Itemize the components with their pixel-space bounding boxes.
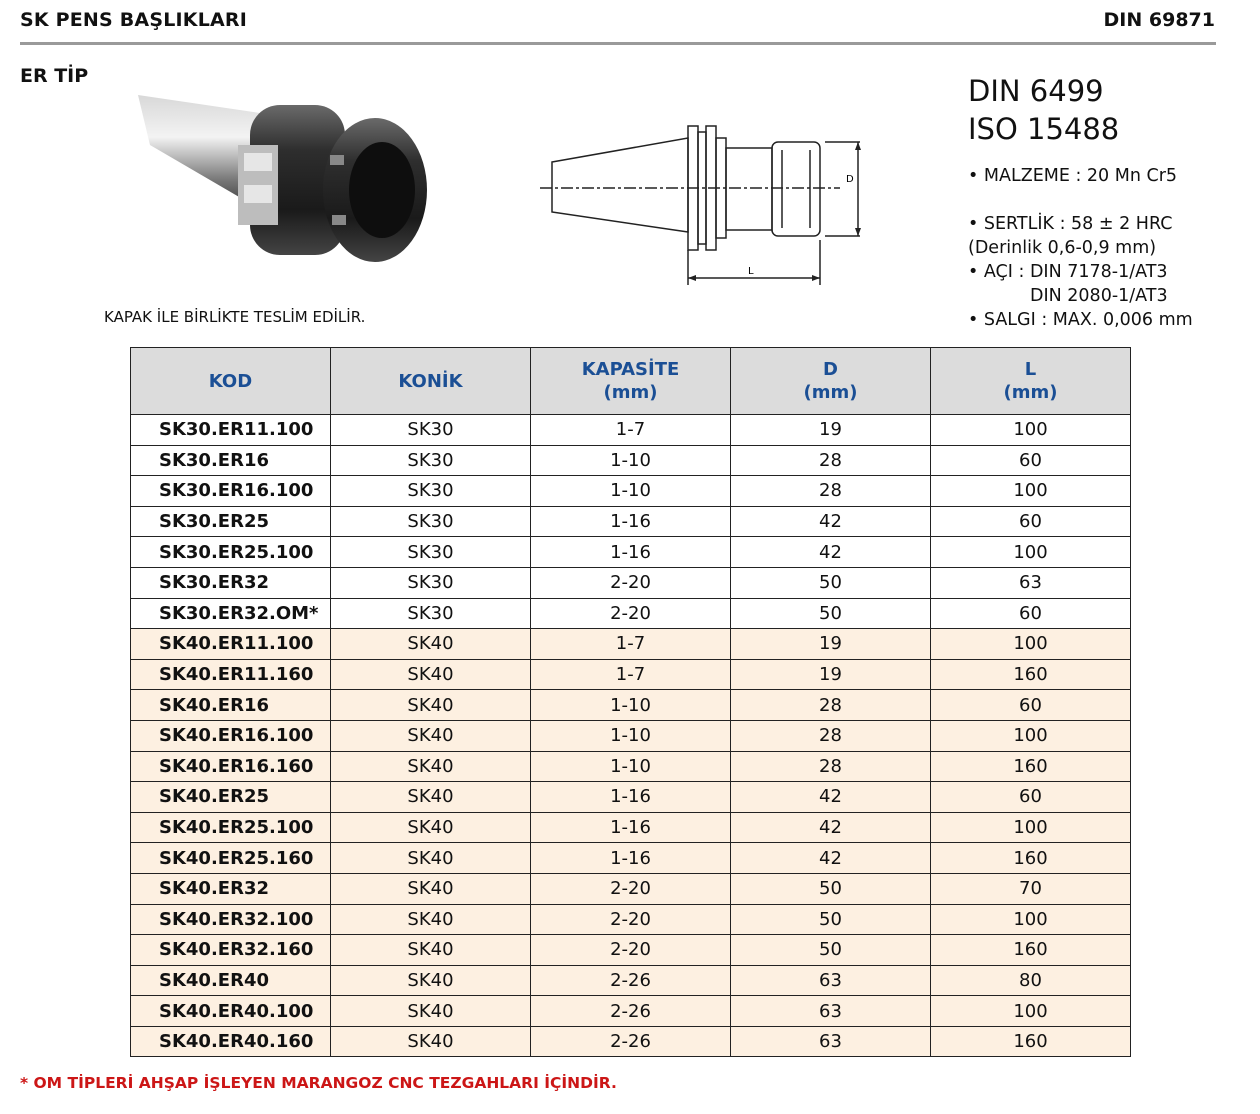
- cell-l: 100: [931, 996, 1131, 1027]
- cell-d: 63: [731, 996, 931, 1027]
- table-row: [131, 445, 1131, 476]
- table-row: [131, 965, 1131, 996]
- cell-l: 60: [931, 506, 1131, 537]
- product-table: [130, 347, 1131, 1057]
- technical-drawing: [540, 120, 870, 285]
- cell-kapasite: 1-7: [531, 659, 731, 690]
- cell-l: 100: [931, 476, 1131, 507]
- cell-kapasite: 1-10: [531, 720, 731, 751]
- standard-iso: ISO 15488: [968, 112, 1120, 146]
- cell-l: 100: [931, 904, 1131, 935]
- section-title: ER TİP: [20, 65, 89, 87]
- spec-malzeme: • MALZEME : 20 Mn Cr5: [968, 166, 1178, 186]
- cell-kapasite: 1-10: [531, 445, 731, 476]
- cell-kapasite: 2-26: [531, 965, 731, 996]
- cell-kod: SK30.ER16: [131, 445, 331, 476]
- cell-kapasite: 1-16: [531, 537, 731, 568]
- cell-kod: SK30.ER25: [131, 506, 331, 537]
- table-row: [131, 812, 1131, 843]
- din-standard: DIN 69871: [1103, 9, 1215, 31]
- cell-d: 42: [731, 506, 931, 537]
- cell-l: 160: [931, 843, 1131, 874]
- cell-konik: SK40: [331, 659, 531, 690]
- table-row: [131, 629, 1131, 660]
- cell-l: 100: [931, 629, 1131, 660]
- cell-kod: SK40.ER40.160: [131, 1026, 331, 1057]
- cell-l: 160: [931, 1026, 1131, 1057]
- header-konik: KONİK: [331, 348, 531, 415]
- spec-derinlik: (Derinlik 0,6-0,9 mm): [968, 238, 1157, 258]
- cell-kapasite: 2-20: [531, 873, 731, 904]
- cell-kod: SK40.ER16: [131, 690, 331, 721]
- table-row: [131, 690, 1131, 721]
- cell-kod: SK40.ER32.100: [131, 904, 331, 935]
- cell-kapasite: 1-16: [531, 812, 731, 843]
- cell-kod: SK30.ER32: [131, 567, 331, 598]
- cell-d: 19: [731, 629, 931, 660]
- table-row: [131, 506, 1131, 537]
- cell-d: 42: [731, 843, 931, 874]
- cell-konik: SK30: [331, 415, 531, 446]
- cell-d: 50: [731, 567, 931, 598]
- cell-kapasite: 1-16: [531, 843, 731, 874]
- cell-d: 50: [731, 598, 931, 629]
- cell-konik: SK30: [331, 567, 531, 598]
- footnote: * OM TİPLERİ AHŞAP İŞLEYEN MARANGOZ CNC TEZGAHLARI İÇİNDİR.: [20, 1074, 617, 1092]
- cell-kapasite: 2-20: [531, 567, 731, 598]
- header-kapasite: KAPASİTE (mm): [531, 348, 731, 415]
- table-row: [131, 904, 1131, 935]
- cell-konik: SK30: [331, 445, 531, 476]
- tool-holder-photo: [120, 85, 435, 290]
- cell-l: 60: [931, 598, 1131, 629]
- cell-d: 28: [731, 445, 931, 476]
- table-row: [131, 843, 1131, 874]
- cell-kapasite: 2-20: [531, 935, 731, 966]
- standard-din: DIN 6499: [968, 74, 1104, 108]
- cell-d: 50: [731, 935, 931, 966]
- table-row: [131, 1026, 1131, 1057]
- standards: [968, 72, 1119, 148]
- cell-kod: SK30.ER25.100: [131, 537, 331, 568]
- table-row: [131, 782, 1131, 813]
- cell-kod: SK40.ER32.160: [131, 935, 331, 966]
- cell-d: 63: [731, 1026, 931, 1057]
- table-row: [131, 598, 1131, 629]
- cell-kod: SK40.ER11.160: [131, 659, 331, 690]
- table-row: [131, 935, 1131, 966]
- spec-aci: • AÇI : DIN 7178-1/AT3: [968, 262, 1168, 282]
- cell-kod: SK40.ER32: [131, 873, 331, 904]
- table-row: [131, 873, 1131, 904]
- cell-konik: SK40: [331, 751, 531, 782]
- cell-konik: SK40: [331, 935, 531, 966]
- cell-kod: SK40.ER25.160: [131, 843, 331, 874]
- cell-konik: SK40: [331, 629, 531, 660]
- cell-kapasite: 1-10: [531, 751, 731, 782]
- cell-kod: SK40.ER16.100: [131, 720, 331, 751]
- cell-konik: SK40: [331, 843, 531, 874]
- cell-l: 160: [931, 659, 1131, 690]
- cell-l: 60: [931, 445, 1131, 476]
- spec-salgi: • SALGI : MAX. 0,006 mm: [968, 310, 1193, 330]
- cell-d: 42: [731, 537, 931, 568]
- cell-konik: SK40: [331, 1026, 531, 1057]
- cell-d: 63: [731, 965, 931, 996]
- cell-kod: SK40.ER25.100: [131, 812, 331, 843]
- cell-l: 70: [931, 873, 1131, 904]
- cell-kapasite: 1-7: [531, 629, 731, 660]
- cell-kapasite: 1-16: [531, 782, 731, 813]
- cell-l: 100: [931, 415, 1131, 446]
- cell-l: 160: [931, 751, 1131, 782]
- cell-konik: SK40: [331, 873, 531, 904]
- cell-kod: SK40.ER40.100: [131, 996, 331, 1027]
- dimension-d-label: D: [846, 174, 854, 185]
- cell-konik: SK40: [331, 690, 531, 721]
- table-row: [131, 476, 1131, 507]
- cell-d: 42: [731, 782, 931, 813]
- cell-kod: SK30.ER11.100: [131, 415, 331, 446]
- cell-kod: SK40.ER40: [131, 965, 331, 996]
- cell-l: 160: [931, 935, 1131, 966]
- cell-d: 28: [731, 690, 931, 721]
- table-row: [131, 537, 1131, 568]
- cell-l: 60: [931, 690, 1131, 721]
- delivery-note: KAPAK İLE BİRLİKTE TESLİM EDİLİR.: [104, 308, 366, 326]
- cell-konik: SK40: [331, 720, 531, 751]
- table-row: [131, 659, 1131, 690]
- cell-kapasite: 2-26: [531, 1026, 731, 1057]
- cell-d: 28: [731, 720, 931, 751]
- cell-kapasite: 1-16: [531, 506, 731, 537]
- cell-kapasite: 2-20: [531, 598, 731, 629]
- cell-d: 28: [731, 476, 931, 507]
- table-row: [131, 751, 1131, 782]
- table-row: [131, 720, 1131, 751]
- cell-konik: SK40: [331, 904, 531, 935]
- cell-kod: SK30.ER16.100: [131, 476, 331, 507]
- cell-d: 42: [731, 812, 931, 843]
- header-divider: [20, 42, 1216, 45]
- cell-d: 28: [731, 751, 931, 782]
- cell-kod: SK40.ER25: [131, 782, 331, 813]
- header-l: L (mm): [931, 348, 1131, 415]
- cell-d: 50: [731, 873, 931, 904]
- dimension-l-label: L: [748, 266, 754, 277]
- cell-l: 63: [931, 567, 1131, 598]
- cell-d: 50: [731, 904, 931, 935]
- cell-l: 60: [931, 782, 1131, 813]
- spec-aci-2: DIN 2080-1/AT3: [1030, 286, 1168, 306]
- cell-d: 19: [731, 415, 931, 446]
- table-row: [131, 567, 1131, 598]
- specifications: [968, 164, 1193, 332]
- table-row: [131, 996, 1131, 1027]
- cell-konik: SK30: [331, 537, 531, 568]
- cell-konik: SK40: [331, 782, 531, 813]
- cell-l: 100: [931, 812, 1131, 843]
- cell-konik: SK40: [331, 965, 531, 996]
- spec-sertlik: • SERTLİK : 58 ± 2 HRC: [968, 214, 1173, 234]
- cell-l: 100: [931, 720, 1131, 751]
- cell-kapasite: 2-20: [531, 904, 731, 935]
- cell-l: 80: [931, 965, 1131, 996]
- cell-kapasite: 1-10: [531, 476, 731, 507]
- table-row: [131, 415, 1131, 446]
- page-title: SK PENS BAŞLIKLARI: [20, 9, 248, 31]
- header-kod: KOD: [131, 348, 331, 415]
- cell-kapasite: 2-26: [531, 996, 731, 1027]
- cell-kod: SK40.ER11.100: [131, 629, 331, 660]
- header-d: D (mm): [731, 348, 931, 415]
- cell-konik: SK40: [331, 812, 531, 843]
- cell-kapasite: 1-7: [531, 415, 731, 446]
- table-header-row: [131, 348, 1131, 415]
- cell-l: 100: [931, 537, 1131, 568]
- cell-kapasite: 1-10: [531, 690, 731, 721]
- cell-kod: SK40.ER16.160: [131, 751, 331, 782]
- cell-d: 19: [731, 659, 931, 690]
- cell-konik: SK40: [331, 996, 531, 1027]
- cell-konik: SK30: [331, 476, 531, 507]
- cell-konik: SK30: [331, 506, 531, 537]
- cell-kod: SK30.ER32.OM*: [131, 598, 331, 629]
- cell-konik: SK30: [331, 598, 531, 629]
